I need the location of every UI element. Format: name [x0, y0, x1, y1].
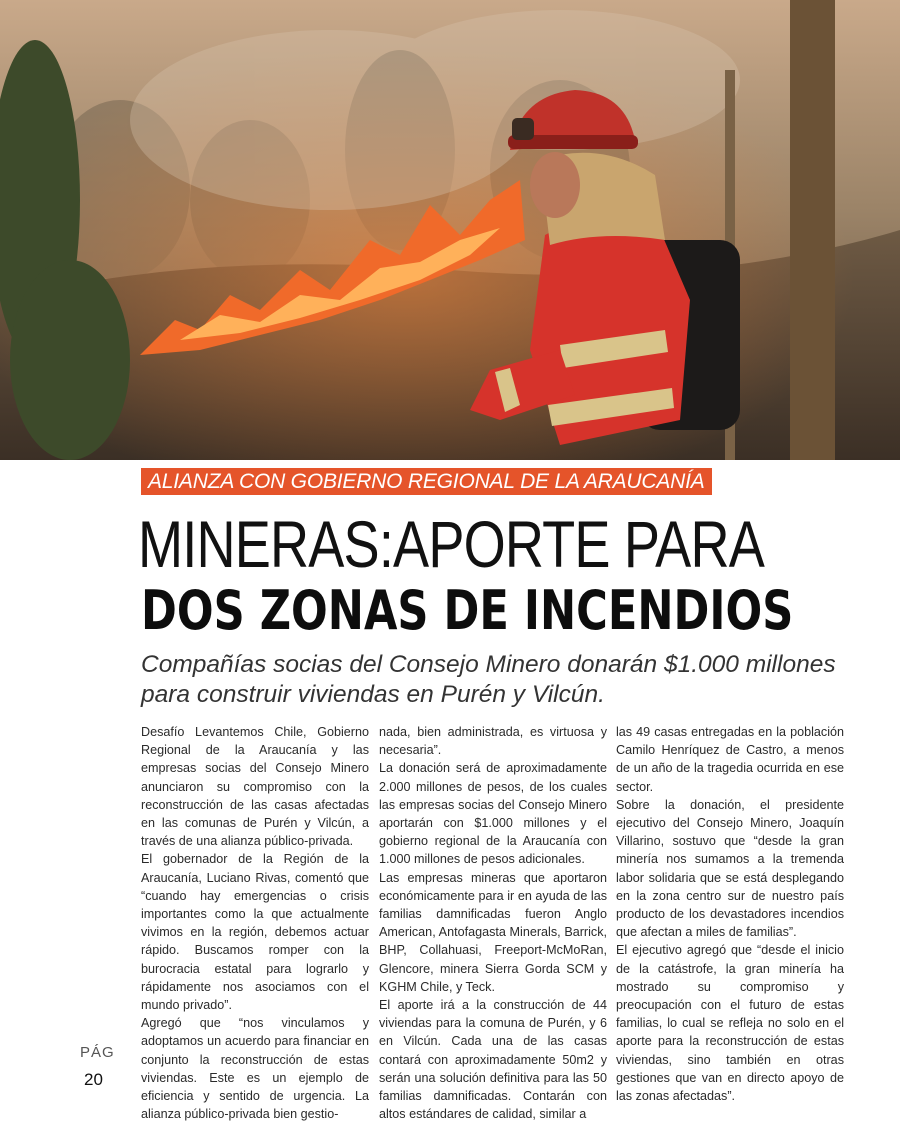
paragraph: Desafío Levantemos Chile, Gobierno Regional de la Araucanía y las empresas socias del Consejo Minero anunciaron su compromiso con la reconstrucción de las casas afectadas en las comunas de Purén y Vilcún, a través de una alianza público-privada.: [141, 725, 369, 849]
section-kicker: ALIANZA CON GOBIERNO REGIONAL DE LA ARAUCANÍA: [141, 468, 712, 495]
paragraph: las 49 casas entregadas en la población Camilo Henríquez de Castro, a menos de un año de la tragedia ocurrida en ese sector.: [616, 725, 844, 794]
page-label: PÁG: [80, 1044, 115, 1061]
headline-line-1: MINERAS:APORTE PARA: [138, 507, 764, 581]
paragraph: nada, bien administrada, es virtuosa y necesaria”.: [379, 725, 607, 758]
paragraph: Sobre la donación, el presidente ejecutivo del Consejo Minero, Joaquín Villarino, sostuvo que “desde la gran minería nos sumamos a la tremenda labor solidaria que se está desplegando en la zona centro sur de nuestro país producto de los devastadores incendios que afectan a miles de familias”.: [616, 797, 844, 940]
hero-photo: [0, 0, 900, 460]
paragraph: El aporte irá a la construcción de 44 viviendas para la comuna de Purén, y 6 en Vilcún. Cada una de las casas contará con aproximadamente 50m2 y serán una solución definitiva para las 50 familias damnificadas. Contarán con altos estándares de calidad, similar a: [379, 998, 607, 1122]
article-subtitle: Compañías socias del Consejo Minero donarán $1.000 millones para construir viviendas en Purén y Vilcún.: [141, 651, 836, 708]
paragraph: Agregó que “nos vinculamos y adoptamos un acuerdo para financiar en conjunto la reconstrucción de estas viviendas. Este es un ejemplo de eficiencia y sentido de urgencia. La alianza público-privada bien gestio-: [141, 1016, 369, 1122]
paragraph: Las empresas mineras que aportaron económicamente para ir en ayuda de las familias damnificadas fueron Anglo American, Antofagasta Minerals, Barrick, BHP, Collahuasi, Freeport-McMoRan, Glencore, minera Sierra Gorda SCM y KGHM Chile, y Teck.: [379, 870, 607, 994]
paragraph: El gobernador de la Región de la Araucanía, Luciano Rivas, comentó que “cuando hay emergencias o crisis importantes como la que actualmente vivimos en la región, debemos actuar rápido. Buscamos romper con la burocracia estatal para lograrlo y rápidamente nos asociamos con el mundo privado”.: [141, 852, 369, 1013]
body-column-1: [141, 723, 369, 1123]
body-column-2: [379, 723, 607, 1123]
firefighter-illustration: [0, 0, 900, 460]
paragraph: La donación será de aproximadamente 2.000 millones de pesos, de los cuales las empresas socias del Consejo Minero aportarán con $1.000 millones y el gobierno regional de la Araucanía con 1.000 millones de pesos adicionales.: [379, 761, 607, 867]
headline-line-2: DOS ZONAS DE INCENDIOS: [141, 579, 794, 642]
paragraph: El ejecutivo agregó que “desde el inicio de la catástrofe, la gran minería ha mostrado su compromiso y preocupación con el futuro de estas familias, lo cual se refleja no solo en el aporte para la reconstrucción de estas viviendas, sino también en otras gestiones que van en directo apoyo de las zonas afectadas”.: [616, 943, 844, 1104]
page-number: 20: [84, 1070, 103, 1089]
body-column-3: [616, 723, 844, 1105]
